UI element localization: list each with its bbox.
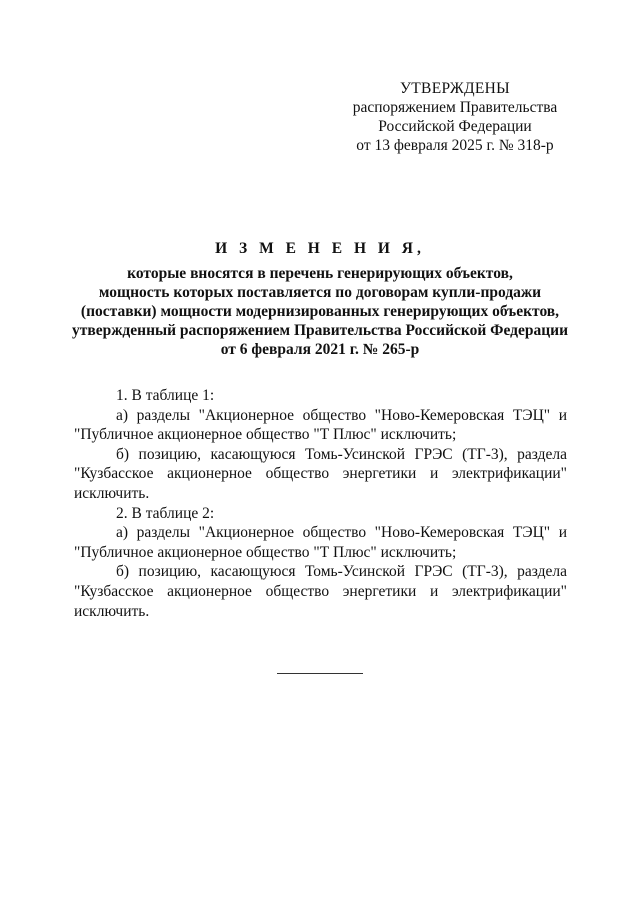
title-line-3: (поставки) мощности модернизированных генерирующих объектов, [80,303,560,320]
section-2-heading: 2. В таблице 2: [116,504,215,522]
approval-stamp [330,79,580,155]
approval-line-1: распоряжением Правительства [352,99,558,116]
section-2-item-b: б) позицию, касающуюся Томь-Усинской ГРЭС (ТГ-3), раздела "Кузбасское акционерное общество энергетики и электрификации" исключить. [74,563,567,620]
section-1-item-a: а) разделы "Акционерное общество "Ново-Кемеровская ТЭЦ" и "Публичное акционерное общество "Т Плюс" исключить; [74,406,567,444]
title-line-5: от 6 февраля 2021 г. № 265-р [220,341,420,358]
section-1-item-b: б) позицию, касающуюся Томь-Усинской ГРЭС (ТГ-3), раздела "Кузбасское акционерное общество энергетики и электрификации" исключить. [74,445,567,502]
approval-heading: УТВЕРЖДЕНЫ [400,80,510,97]
approval-line-2: Российской Федерации [378,118,532,135]
section-1-heading: 1. В таблице 1: [116,387,215,404]
section-2-item-a: а) разделы "Акционерное общество "Ново-Кемеровская ТЭЦ" и "Публичное акционерное общество "Т Плюс" исключить; [74,524,567,561]
document-body [74,386,567,621]
title-line-2: мощность которых поставляется по договорам купли-продажи [98,284,542,301]
closing-rule [277,673,363,674]
title-heading: И З М Е Н Е Н И Я, [215,240,425,257]
document-title [60,239,580,359]
title-line-4: утвержденный распоряжением Правительства Российской Федерации [71,322,569,339]
title-line-1: которые вносятся в перечень генерирующих объектов, [127,265,513,282]
approval-line-3: от 13 февраля 2025 г. № 318-р [356,137,554,154]
